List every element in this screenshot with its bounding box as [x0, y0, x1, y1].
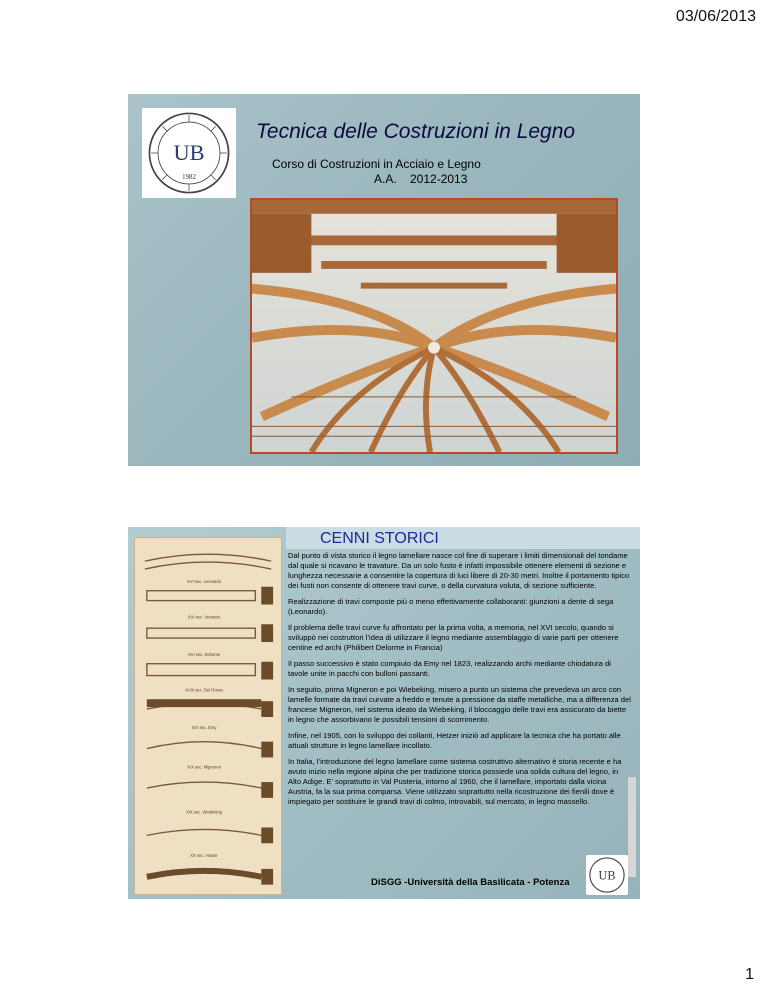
drawing-label: XIX sec. Emy [191, 724, 217, 730]
paragraph: Il problema delle travi curve fu affrontato per la prima volta, a memoria, nel XVI secolo, quando si sviluppò nei costruttori l’idea di utilizzare il legno mediante assemblaggio di varie parti per ottenere centine ed archi (Philibert Delorme in Francia) [288, 623, 619, 653]
paragraph: Il passo successivo è stato compiuto da Emy nel 1823, realizzando archi mediante chiodatura di tavole unite in pacchi con bulloni passanti. [288, 659, 611, 679]
university-seal-icon [588, 856, 626, 894]
slide-footer: DiSGG -Università della Basilicata - Potenza [371, 877, 570, 888]
svg-text:UB: UB [598, 868, 616, 883]
footer-logo [586, 855, 628, 895]
historical-beams-drawing [134, 537, 282, 895]
academic-year: A.A. 2012-2013 [374, 172, 468, 186]
course-name: Corso di Costruzioni in Acciaio e Legno [272, 157, 481, 171]
university-logo [142, 108, 236, 198]
slide-history [128, 527, 640, 899]
drawing-label: XVI sec. Veranzio [187, 614, 221, 620]
logo-letters: UB [173, 139, 205, 165]
history-text [288, 551, 632, 813]
decorative-bar [628, 777, 636, 877]
drawing-label: XVI sec. Delorme [188, 651, 221, 657]
paragraph: Realizzazione di travi composte più o meno effettivamente collaboranti: giunzioni a dente di sega (Leonardo). [288, 597, 614, 617]
drawing-label: XVIII sec. Del Rosso [185, 687, 223, 693]
drawing-label: XVI sec. Leonardo [187, 578, 222, 584]
drawing-label: XIX sec. Migneron [187, 764, 221, 770]
paragraph: Dal punto di vista storico il legno lamellare nasce col fine di superare i limiti dimensionali del tondame dal quale si ricavano le travature. Da un solo fusto è infatti impossibile ottenere elementi di sezione e lunghezza necessarie a consentire la copertura di luci libere di 20-30 metri. Inoltre il portamento tipico dei fusti non consente di ottenere travi curve, o della curvatura voluta, di sezione sufficiente. [288, 551, 630, 591]
slide-title [128, 94, 640, 466]
page-date: 03/06/2013 [675, 8, 756, 25]
slide-history-title: CENNI STORICI [320, 530, 439, 547]
drawing-label: XX sec. Hetzer [190, 853, 218, 859]
page-number: 1 [745, 966, 754, 983]
timber-roof-photo [250, 198, 618, 454]
slide-title-text: Tecnica delle Costruzioni in Legno [256, 120, 576, 143]
paragraph: In seguito, prima Migneron e poi Wiebeking, misero a punto un sistema che prevedeva un arco con lamelle formate da travi curvate a freddo e tenute a pressione da staffe metalliche, ma a differenza del francese Migneron, nel sistema ideato da Wiebeking, il bloccaggio delle travi era assicurato da biette in legno che assorbivano le possibili tensioni di scorrimento. [288, 685, 631, 725]
university-seal-icon [146, 110, 232, 196]
paragraph: Infine, nel 1905, con lo sviluppo dei collanti, Hetzer iniziò ad applicare la tecnica che ha portato alle attuali strutture in legno lamellare incollato. [288, 731, 621, 751]
drawing-label: XIX sec. Wiebeking [186, 809, 222, 815]
paragraph: In Italia, l’introduzione del legno lamellare come sistema costruttivo alternativo è storia recente e ha avuto inizio nella regione alpina che per tradizione storica possiede una solida cultura del legno, in Alto Adige. E’ soprattutto in Val Pusteria, intorno al 1960, che il lamellare, importato dalla vicina Austria, fa la sua prima comparsa. Viene utilizzato soprattutto nella ricostruzione dei fienili dove è impiegato per sostituire le grandi travi di colmo, introvabili, sul mercato, in legno massello. [288, 757, 622, 807]
logo-year: 1982 [182, 173, 196, 181]
